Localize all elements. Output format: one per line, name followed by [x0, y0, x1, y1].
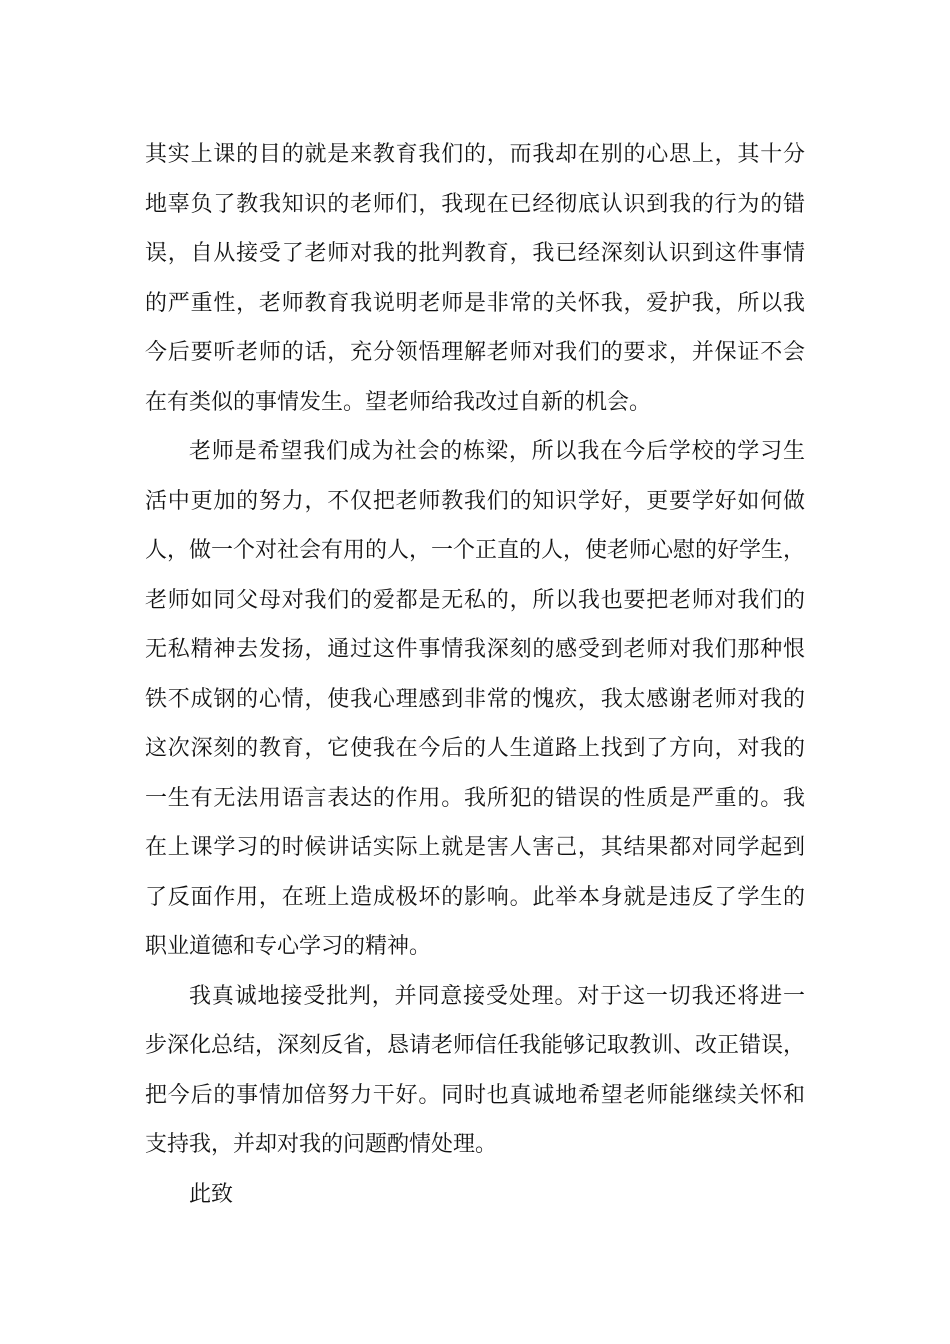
- paragraph: [145, 427, 805, 972]
- text-line: 铁不成钢的心情，使我心理感到非常的愧疚，我太感谢老师对我的: [145, 686, 805, 712]
- text-line: 地辜负了教我知识的老师们，我现在已经彻底认识到我的行为的错: [145, 191, 805, 217]
- text-line: 职业道德和专心学习的精神。: [145, 934, 432, 959]
- text-line: 今后要听老师的话，充分领悟理解老师对我们的要求，并保证不会: [145, 340, 805, 365]
- text-line: 的严重性，老师教育我说明老师是非常的关怀我，爱护我，所以我: [145, 290, 805, 316]
- text-line: 无私精神去发扬，通过这件事情我深刻的感受到老师对我们那种恨: [145, 637, 805, 662]
- text-line: 误，自从接受了老师对我的批判教育，我已经深刻认识到这件事情: [145, 241, 805, 266]
- text-line: 了反面作用，在班上造成极坏的影响。此举本身就是违反了学生的: [145, 884, 805, 910]
- text-line: 老师如同父母对我们的爱都是无私的，所以我也要把老师对我们的: [145, 587, 805, 613]
- document-body: [145, 130, 805, 1219]
- text-line: 此致: [189, 1181, 234, 1207]
- paragraph: [145, 972, 805, 1170]
- paragraph: [145, 1170, 805, 1220]
- text-line: 把今后的事情加倍努力干好。同时也真诚地希望老师能继续关怀和: [145, 1082, 805, 1108]
- text-line: 步深化总结，深刻反省，恳请老师信任我能够记取教训、改正错误，: [145, 1033, 806, 1058]
- text-line: 在上课学习的时候讲话实际上就是害人害己，其结果都对同学起到: [145, 835, 805, 860]
- text-line: 老师是希望我们成为社会的栋梁，所以我在今后学校的学习生: [189, 439, 805, 464]
- text-line: 其实上课的目的就是来教育我们的，而我却在别的心思上，其十分: [145, 142, 805, 167]
- text-line: 这次深刻的教育，它使我在今后的人生道路上找到了方向，对我的: [145, 736, 805, 761]
- text-line: 一生有无法用语言表达的作用。我所犯的错误的性质是严重的。我: [145, 785, 805, 811]
- text-line: 在有类似的事情发生。望老师给我改过自新的机会。: [145, 389, 652, 415]
- text-line: 支持我，并却对我的问题酌情处理。: [145, 1132, 498, 1157]
- text-line: 活中更加的努力，不仅把老师教我们的知识学好，更要学好如何做: [145, 488, 805, 514]
- paragraph: [145, 130, 805, 427]
- text-line: 人，做一个对社会有用的人，一个正直的人，使老师心慰的好学生，: [145, 538, 806, 563]
- text-line: 我真诚地接受批判，并同意接受处理。对于这一切我还将进一: [189, 983, 805, 1009]
